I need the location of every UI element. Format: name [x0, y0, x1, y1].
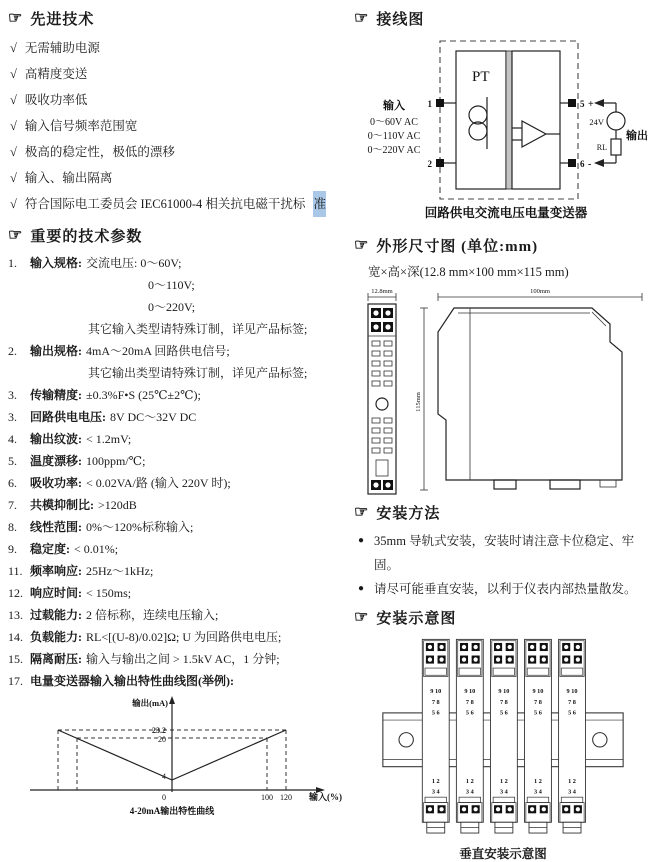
din-module [559, 639, 586, 833]
param-number: 2. [8, 344, 17, 358]
param-value: 8V DC～32V DC [110, 410, 197, 424]
check-icon: √ [10, 119, 17, 133]
feature-text: 无需辅助电源 [24, 41, 100, 55]
param-value: < 1.2mV; [86, 432, 132, 446]
param-label: 吸收功率: [30, 476, 82, 490]
supply-source-icon [607, 112, 625, 130]
param-line [8, 384, 350, 406]
param-line [8, 450, 350, 472]
y-axis-label: 输出(mA) [132, 698, 168, 708]
vent-slots [372, 418, 392, 453]
list-item [10, 165, 350, 191]
param-label: 过载能力: [30, 608, 82, 622]
load-resistor-icon [611, 139, 621, 155]
section-header-tech-params [8, 225, 350, 246]
param-line [8, 406, 350, 428]
depth-dim-label: 100mm [530, 288, 550, 295]
terminal-2-label: 2 [427, 159, 432, 169]
param-value: 0～110V; [148, 278, 195, 292]
param-label: 隔离耐压: [30, 652, 82, 666]
din-module [490, 639, 517, 833]
section-title: 安装方法 [376, 506, 441, 522]
install-caption: 垂直安装示意图 [459, 847, 547, 861]
param-number: 17. [8, 674, 23, 688]
param-line [8, 560, 350, 582]
ytick-232: 23.2 [152, 726, 166, 735]
param-number: 4. [8, 432, 17, 446]
pt-label: PT [472, 69, 490, 85]
param-number: 1. [8, 256, 17, 270]
param-value: 100ppm/℃; [86, 454, 146, 468]
section-title: 先进技术 [30, 12, 95, 28]
origin-label: 0 [162, 793, 166, 802]
param-line [8, 274, 350, 296]
pointing-hand-icon: ☞ [354, 503, 369, 521]
rail-hole [399, 733, 413, 747]
param-value: 4mA～20mA 回路供电信号; [86, 344, 230, 358]
feature-text: 符合国际电工委员会 IEC61000-4 相关抗电磁干扰标 [24, 197, 306, 211]
param-label: 输出规格: [30, 344, 82, 358]
param-label: 稳定度: [30, 542, 70, 556]
side-view [438, 308, 622, 489]
current-arrow-icon [594, 99, 604, 107]
param-label: 共模抑制比: [30, 498, 94, 512]
param-line [8, 362, 350, 384]
param-value: 其它输出类型请特殊订制，详见产品标签; [88, 366, 308, 380]
height-dim-label: 115mm [415, 392, 422, 412]
param-label: 回路供电电压: [30, 410, 106, 424]
highlighted-text: 准 [313, 191, 326, 217]
terminal-6-label: 6 [580, 159, 585, 169]
section-header-install-method [354, 502, 652, 523]
check-icon: √ [10, 197, 17, 211]
param-line [8, 494, 350, 516]
section-header-wiring [354, 8, 652, 29]
dimension-subtitle: 宽×高×深(12.8 mm×100 mm×115 mm) [368, 265, 569, 279]
front-view [368, 304, 396, 494]
width-dim-label: 12.8mm [371, 288, 393, 295]
pointing-hand-icon: ☞ [8, 9, 23, 27]
param-line [8, 670, 350, 692]
isolation-barrier [506, 51, 512, 189]
list-item [358, 529, 652, 577]
param-value: 交流电压: 0～60V; [86, 256, 182, 270]
front-label-window [376, 460, 388, 476]
feature-checklist [10, 35, 350, 217]
section-header-install-diagram [354, 607, 652, 628]
curve-caption: 4-20mA输出特性曲线 [129, 806, 215, 816]
ytick-4: 4 [162, 772, 166, 781]
param-line [8, 318, 350, 340]
terminal-5 [568, 99, 576, 107]
pointing-hand-icon: ☞ [354, 9, 369, 27]
pointing-hand-icon: ☞ [354, 608, 369, 626]
param-number: 5. [8, 454, 17, 468]
feature-text: 输入信号频率范围宽 [24, 119, 138, 133]
check-icon: √ [10, 93, 17, 107]
param-number: 15. [8, 652, 23, 666]
rail-clip [494, 480, 516, 489]
plus-sign: + [588, 99, 594, 110]
pointing-hand-icon: ☞ [8, 226, 23, 244]
list-item [10, 35, 350, 61]
wiring-diagram [354, 35, 650, 229]
param-label: 线性范围: [30, 520, 82, 534]
section-title: 安装示意图 [376, 611, 457, 627]
param-line [8, 604, 350, 626]
rail-clip [600, 480, 616, 487]
param-number: 3. [8, 388, 17, 402]
feature-text: 输入、输出隔离 [24, 171, 113, 185]
amplifier-icon [522, 121, 546, 147]
right-column [354, 6, 652, 862]
param-line [8, 516, 350, 538]
coil-icon [469, 122, 487, 140]
param-value: ±0.3%F•S (25℃±2℃); [86, 388, 201, 402]
param-label: 输出纹波: [30, 432, 82, 446]
din-module [422, 639, 449, 833]
param-label: 响应时间: [30, 586, 82, 600]
param-value: 0～220V; [148, 300, 196, 314]
list-item [10, 87, 350, 113]
param-value: >120dB [98, 498, 137, 512]
bullet-icon: ● [358, 535, 365, 546]
tech-params-list [8, 252, 350, 692]
param-number: 9. [8, 542, 17, 556]
x-axis-label: 输入(%) [309, 792, 342, 802]
section-title: 外形尺寸图 (单位:mm) [376, 239, 539, 255]
param-value: 2 倍标称，连续电压输入; [86, 608, 219, 622]
param-label: 温度漂移: [30, 454, 82, 468]
list-item [10, 113, 350, 139]
front-hole [376, 398, 388, 410]
section-header-advanced-tech [8, 8, 350, 29]
list-item [10, 191, 350, 217]
param-number: 6. [8, 476, 17, 490]
param-line [8, 296, 350, 318]
param-number: 12. [8, 586, 23, 600]
param-line [8, 582, 350, 604]
param-line [8, 252, 350, 274]
list-item [358, 577, 652, 601]
feature-text: 高精度变送 [24, 67, 88, 81]
ytick-20: 20 [158, 735, 166, 744]
input-label: 输入 [383, 100, 405, 112]
param-label: 电量变送器输入输出特性曲线图(举例): [30, 674, 234, 688]
output-label: 输出 [626, 130, 648, 142]
param-value: 0%～120%标称输入; [86, 520, 194, 534]
check-icon: √ [10, 41, 17, 55]
list-item [10, 139, 350, 165]
section-header-dimensions [354, 235, 652, 256]
param-value: 输入与输出之间 > 1.5kV AC，1 分钟; [86, 652, 280, 666]
param-number: 3. [8, 410, 17, 424]
param-value: 25Hz～1kHz; [86, 564, 154, 578]
param-line [8, 428, 350, 450]
din-module [525, 639, 552, 833]
param-label: 输入规格: [30, 256, 82, 270]
section-title: 接线图 [376, 12, 425, 28]
input-range-60: 0～60V AC [370, 117, 418, 128]
param-number: 14. [8, 630, 23, 644]
param-number: 11. [8, 564, 23, 578]
installation-schematic: 9 10 7 8 1 2 3 4 [363, 634, 643, 842]
supply-label: 24V [589, 117, 604, 127]
xtick-120: 120 [280, 793, 292, 802]
param-value: < 0.01%; [74, 542, 119, 556]
din-module [456, 639, 483, 833]
input-range-110: 0～110V AC [367, 131, 421, 142]
terminal-5-label: 5 [580, 99, 585, 109]
param-value: < 0.02VA/路 (输入 220V 时); [86, 476, 231, 490]
vent-slots [372, 341, 392, 386]
output-block [512, 51, 560, 189]
param-label: 负载能力: [30, 630, 82, 644]
param-label: 传输精度: [30, 388, 82, 402]
param-number: 7. [8, 498, 17, 512]
current-arrow-icon [594, 159, 604, 167]
param-label: 频率响应: [30, 564, 82, 578]
terminal-6 [568, 159, 576, 167]
param-number: 8. [8, 520, 17, 534]
param-line [8, 340, 350, 362]
param-line [8, 626, 350, 648]
pointing-hand-icon: ☞ [354, 236, 369, 254]
xtick-100: 100 [261, 793, 273, 802]
list-item [10, 61, 350, 87]
check-icon: √ [10, 171, 17, 185]
y-axis-arrow [169, 696, 175, 704]
param-value: < 150ms; [86, 586, 132, 600]
bullet-text: 请尽可能垂直安装，以利于仪表内部热量散发。 [374, 582, 637, 596]
left-column [8, 6, 350, 818]
param-line [8, 472, 350, 494]
coil-icon [469, 106, 487, 124]
check-icon: √ [10, 67, 17, 81]
terminal-1-label: 1 [427, 99, 432, 109]
section-title: 重要的技术参数 [30, 229, 143, 245]
bullet-text: 35mm 导轨式安装，安装时请注意卡位稳定、牢固。 [374, 534, 635, 572]
terminal-1 [436, 99, 444, 107]
param-value: 其它输入类型请特殊订制，详见产品标签; [88, 322, 308, 336]
characteristic-curve-chart [14, 694, 344, 818]
check-icon: √ [10, 145, 17, 159]
input-range-220: 0～220V AC [367, 145, 421, 156]
rail-clip [550, 480, 580, 489]
dimension-drawing [354, 284, 650, 496]
terminal-2 [436, 159, 444, 167]
param-value: RL<[(U-8)/0.02]Ω; U 为回路供电电压; [86, 630, 282, 644]
wiring-caption: 回路供电交流电压电量变送器 [424, 206, 588, 220]
minus-sign: - [588, 159, 592, 170]
bullet-icon: ● [358, 583, 365, 594]
param-line [8, 538, 350, 560]
param-line [8, 648, 350, 670]
feature-text: 吸收功率低 [24, 93, 88, 107]
load-label: RL [596, 143, 607, 152]
rail-hole [593, 733, 607, 747]
feature-text: 极高的稳定性，极低的漂移 [24, 145, 175, 159]
param-number: 13. [8, 608, 23, 622]
